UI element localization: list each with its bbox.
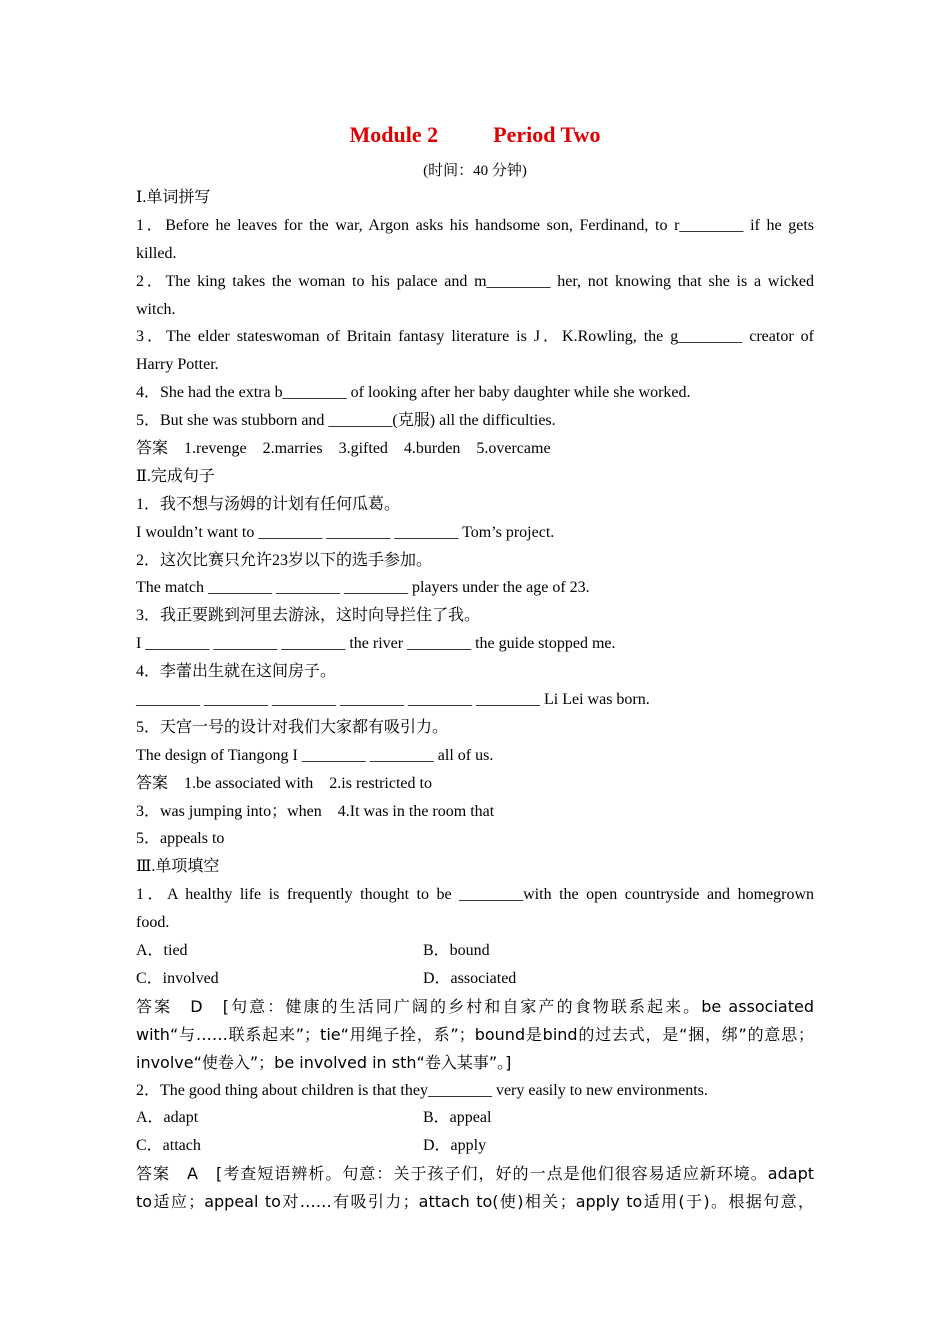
option-c: C．attach: [136, 1137, 201, 1155]
question-line: 5．But she was stubborn and ________(克服) all the difficulties.: [136, 412, 556, 430]
answer-explanation: to适应；appeal to对……有吸引力；attach to(使)相关；apply to适用(于)。根据句意，: [136, 1192, 814, 1212]
question-line: 1．A healthy life is frequently thought to be ________with the open countryside and homegrown: [136, 886, 814, 904]
document-body: [136, 184, 814, 1216]
answer-explanation: with“与……联系起来”；tie“用绳子拴，系”；bound是bind的过去式，是“捆，绑”的意思；: [136, 1024, 814, 1044]
question-line: 3．我正要跳到河里去游泳，这时向导拦住了我。: [136, 607, 481, 625]
option-row: [136, 1104, 814, 1132]
page-title: Module 2 Period Two: [349, 122, 601, 147]
option-d: D．apply: [423, 1137, 487, 1155]
answer-line: 5．appeals to: [136, 830, 225, 848]
question-line: I wouldn’t want to ________ ________ ________ Tom’s project.: [136, 523, 555, 541]
question-line: 2．The king takes the woman to his palace and m________ her, not knowing that she is a wicked: [136, 272, 814, 290]
answer-line: 答案 1.revenge 2.marries 3.gifted 4.burden 5.overcame: [136, 440, 551, 458]
question-line: food.: [136, 914, 170, 932]
answer-explanation: 答案 A [考查短语辨析。句意：关于孩子们，好的一点是他们很容易适应新环境。adapt: [136, 1164, 814, 1184]
answer-line: 答案 1.be associated with 2.is restricted to: [136, 774, 432, 792]
question-line: witch.: [136, 300, 176, 318]
option-row: [136, 1132, 814, 1160]
question-line: 5．天宫一号的设计对我们大家都有吸引力。: [136, 718, 449, 736]
question-line: 4．She had the extra b________ of looking after her baby daughter while she worked.: [136, 384, 691, 402]
question-line: 1．Before he leaves for the war, Argon asks his handsome son, Ferdinand, to r________ if he gets: [136, 216, 814, 234]
question-line: The design of Tiangong I ________ ________ all of us.: [136, 746, 494, 764]
question-line: 2．这次比赛只允许23岁以下的选手参加。: [136, 551, 433, 569]
option-a: A．tied: [136, 942, 188, 960]
option-d: D．associated: [423, 969, 517, 987]
option-b: B．appeal: [423, 1109, 492, 1127]
option-b: B．bound: [423, 942, 490, 960]
option-c: C．involved: [136, 969, 219, 987]
section-heading-choice: Ⅲ.单项填空: [136, 858, 220, 876]
section-heading-sentences: Ⅱ.完成句子: [136, 467, 215, 485]
question-line: 3．The elder stateswoman of Britain fantasy literature is J．K.Rowling, the g________ creator of: [136, 328, 814, 346]
answer-explanation: 答案 D [句意：健康的生活同广阔的乡村和自家产的食物联系起来。be associated: [136, 996, 814, 1016]
question-line: I ________ ________ ________ the river ________ the guide stopped me.: [136, 635, 616, 653]
answer-explanation: involve“使卷入”；be involved in sth“卷入某事”。]: [136, 1052, 512, 1072]
question-line: killed.: [136, 244, 177, 262]
option-row: [136, 965, 814, 993]
question-line: 4．李蕾出生就在这间房子。: [136, 663, 337, 681]
section-heading-spelling: Ⅰ.单词拼写: [136, 189, 211, 206]
option-a: A．adapt: [136, 1109, 199, 1127]
question-line: Harry Potter.: [136, 356, 219, 374]
question-line: 2．The good thing about children is that they________ very easily to new environments.: [136, 1081, 708, 1099]
time-limit: (时间：40 分钟): [423, 163, 527, 179]
option-row: [136, 937, 814, 965]
answer-line: 3．was jumping into；when 4.It was in the room that: [136, 802, 495, 820]
question-line: ________ ________ ________ ________ ________ ________ Li Lei was born.: [136, 691, 650, 709]
question-line: The match ________ ________ ________ players under the age of 23.: [136, 579, 590, 597]
question-line: 1．我不想与汤姆的计划有任何瓜葛。: [136, 495, 401, 513]
